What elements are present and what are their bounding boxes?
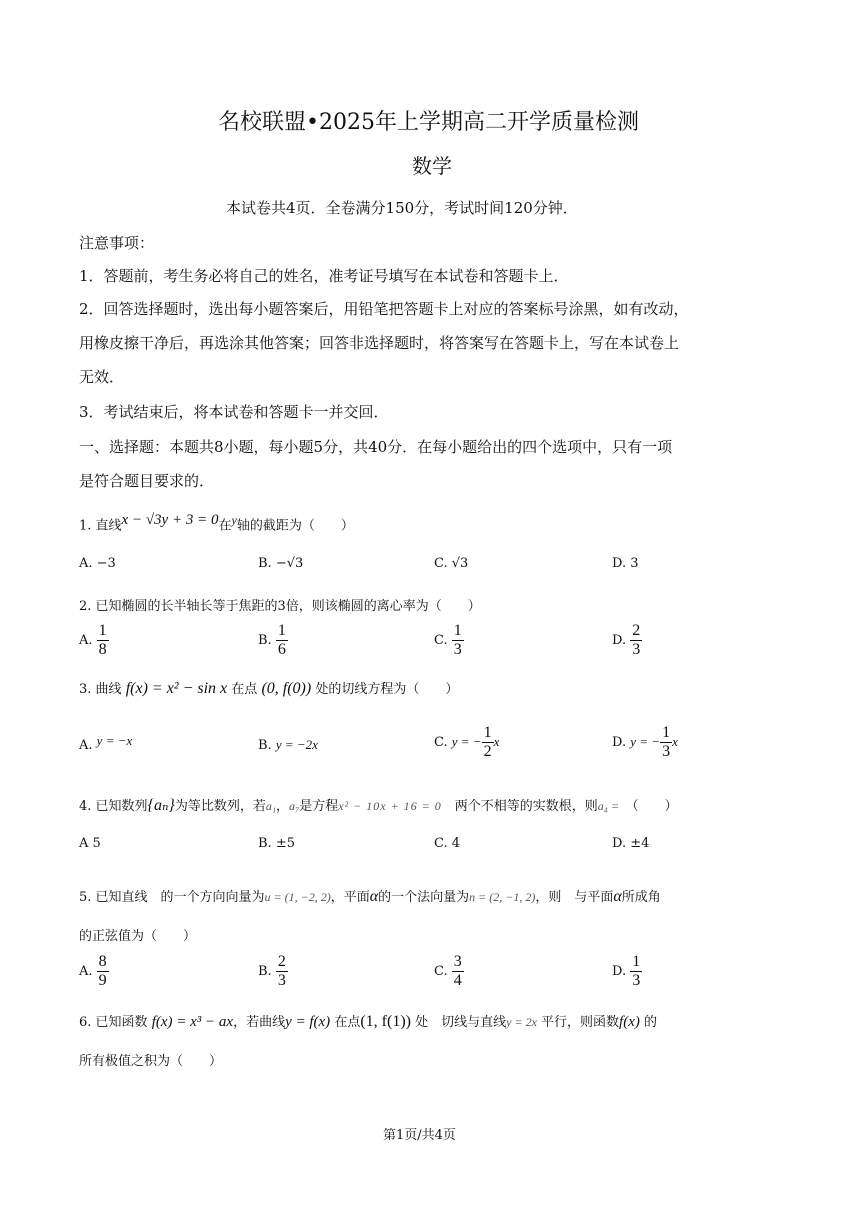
q5-mid3: ，则 与平面 [535, 890, 614, 905]
q2-option-c [434, 622, 464, 659]
question-4-stem [79, 795, 678, 815]
q5-option-d [612, 953, 642, 990]
q3-b-value: y = −2x [275, 737, 318, 752]
q2-a-label: A. [79, 633, 93, 648]
q5-alpha: α [369, 888, 379, 905]
q6-suffix: 的 [644, 1015, 658, 1030]
q4-a1: a₁ [265, 799, 277, 813]
question-1-stem [79, 513, 354, 534]
question-5-stem-line-1 [79, 886, 661, 906]
q2-d-fraction: $\frac{2}{3}$ [632, 622, 641, 658]
section-heading-line-2: 是符合题目要求的． [79, 472, 215, 490]
q4-mid3: 两个不相等的实数根，则 [454, 799, 598, 814]
q1-option-a: A. −3 [79, 556, 116, 571]
q2-option-b [258, 622, 288, 659]
q3-d-pre: y = − [630, 734, 661, 749]
q6-prefix: 6. 已知函数 [79, 1015, 148, 1030]
q4-prefix: 4. 已知数列 [79, 799, 148, 814]
q2-option-a [79, 622, 109, 659]
q1-option-b: B. −√3 [258, 556, 304, 571]
q3-c-pre: y = − [451, 734, 482, 749]
q5-b-fraction: $\frac{2}{3}$ [277, 953, 286, 989]
question-5-stem-line-2: 的正弦值为（ ） [79, 929, 197, 944]
q5-normal-vector: n = (2, −1, 2) [469, 890, 536, 904]
q4-option-a: A 5 [79, 836, 101, 851]
q1-suffix: 轴的截距为（ ） [236, 518, 354, 534]
q4-a4: a₄ = [597, 799, 620, 813]
q5-a-label: A. [79, 964, 93, 979]
note-1: 1．答题前，考生务必将自己的姓名，准考证号填写在本试卷和答题卡上． [79, 267, 569, 285]
q2-a-fraction: $\frac{1}{8}$ [98, 622, 107, 658]
q4-equation: x² − 10x + 16 = 0 [338, 799, 442, 813]
q5-c-fraction: $\frac{3}{4}$ [453, 953, 462, 989]
q4-comma: ， [276, 799, 290, 814]
q5-mid: ，平面 [330, 890, 370, 905]
q1-option-c: C. √3 [434, 556, 469, 571]
q3-point: (0, f(0)) [261, 680, 312, 697]
page-footer: 第1页/共4页 [383, 1128, 456, 1143]
q3-equation: f(x) = x² − sin x [125, 680, 228, 697]
q3-d-label: D. [612, 735, 627, 750]
q5-suffix: 所成角 [621, 890, 661, 905]
note-2-line-3: 无效． [79, 368, 125, 386]
q1-mid: 在 [218, 518, 232, 534]
q5-option-c [434, 953, 464, 990]
q1-axis: y [231, 513, 237, 527]
q6-fx: f(x) [619, 1014, 640, 1030]
note-2-line-1: 2．回答选择题时，选出每小题答案后，用铅笔把答题卡上对应的答案标号涂黑，如有改动， [79, 300, 689, 318]
question-3-stem [79, 678, 458, 698]
q5-b-label: B. [258, 964, 272, 979]
q2-c-label: C. [434, 633, 448, 648]
q2-c-fraction: $\frac{1}{3}$ [453, 622, 462, 658]
q5-d-label: D. [612, 964, 627, 979]
q3-mid: 在点 [231, 682, 258, 697]
question-6-stem-line-2: 所有极值之积为（ ） [79, 1054, 223, 1069]
note-2-line-2: 用橡皮擦干净后，再选涂其他答案；回答非选择题时，将答案写在答题卡上，写在本试卷上 [79, 334, 680, 352]
q5-mid2: 的一个法向量为 [378, 890, 470, 905]
exam-title: 名校联盟•2025年上学期高二开学质量检测 [218, 110, 639, 135]
q4-option-d: D. ±4 [612, 836, 650, 851]
q6-function: f(x) = x³ − ax [151, 1014, 234, 1030]
q2-b-label: B. [258, 633, 272, 648]
q5-prefix: 5. 已知直线 的一个方向向量为 [79, 890, 265, 905]
note-3: 3．考试结束后，将本试卷和答题卡一并交回． [79, 403, 389, 421]
q3-c-label: C. [434, 735, 448, 750]
q3-option-d [612, 724, 678, 761]
q3-d-fraction: $\frac{1}{3}$ [662, 724, 671, 760]
notes-heading: 注意事项： [79, 234, 155, 252]
q2-b-fraction: $\frac{1}{6}$ [277, 622, 286, 658]
q3-option-a [79, 733, 133, 753]
q1-option-d: D. 3 [612, 556, 639, 571]
q5-c-label: C. [434, 964, 448, 979]
q4-mid2: 是方程 [299, 799, 339, 814]
q6-line: y = 2x [506, 1015, 537, 1029]
q5-option-b [258, 953, 288, 990]
section-heading-line-1: 一、选择题：本题共8小题，每小题5分，共40分．在每小题给出的四个选项中，只有一项 [79, 438, 673, 456]
q6-mid1: ，若曲线 [233, 1015, 286, 1030]
q3-a-value: y = −x [96, 733, 133, 748]
q6-mid3: 处 切线与直线 [415, 1015, 507, 1030]
q3-option-b [258, 737, 318, 753]
q5-d-fraction: $\frac{1}{3}$ [632, 953, 641, 989]
q4-option-c: C. 4 [434, 836, 461, 851]
q3-prefix: 3. 曲线 [79, 682, 122, 697]
q3-b-label: B. [258, 738, 272, 753]
q5-alpha-2: α [613, 888, 622, 905]
q4-a7: a₇ [289, 799, 300, 813]
q4-option-b: B. ±5 [258, 836, 295, 851]
q4-mid1: 为等比数列，若 [174, 799, 266, 814]
q6-mid4: 平行，则函数 [541, 1015, 620, 1030]
q3-option-c [434, 724, 499, 761]
q2-option-d [612, 622, 642, 659]
question-6-stem-line-1 [79, 1011, 657, 1031]
q6-curve: y = f(x) [285, 1014, 331, 1030]
q5-option-a [79, 953, 109, 990]
q3-d-post: x [672, 734, 678, 749]
q6-point: (1, f(1)) [360, 1013, 411, 1030]
q1-equation: x − √3y + 3 = 0 [121, 512, 219, 529]
q3-suffix: 处的切线方程为（ ） [315, 682, 459, 697]
q3-c-fraction: $\frac{1}{2}$ [483, 724, 492, 760]
q3-c-post: x [493, 734, 500, 749]
subject-title: 数学 [412, 154, 452, 178]
q6-mid2: 在点 [334, 1015, 361, 1030]
q1-prefix: 1. 直线 [79, 518, 122, 534]
q5-direction-vector: u = (1, −2, 2) [264, 890, 331, 904]
q3-a-label: A. [79, 738, 93, 753]
q2-d-label: D. [612, 633, 627, 648]
q4-sequence: {aₙ} [147, 797, 175, 814]
question-2-stem: 2. 已知椭圆的长半轴长等于焦距的3倍，则该椭圆的离心率为（ ） [79, 599, 481, 614]
exam-info: 本试卷共4页．全卷满分150分，考试时间120分钟． [226, 199, 578, 217]
q4-suffix: （ ） [632, 799, 678, 814]
q5-a-fraction: $\frac{8}{9}$ [98, 953, 107, 989]
